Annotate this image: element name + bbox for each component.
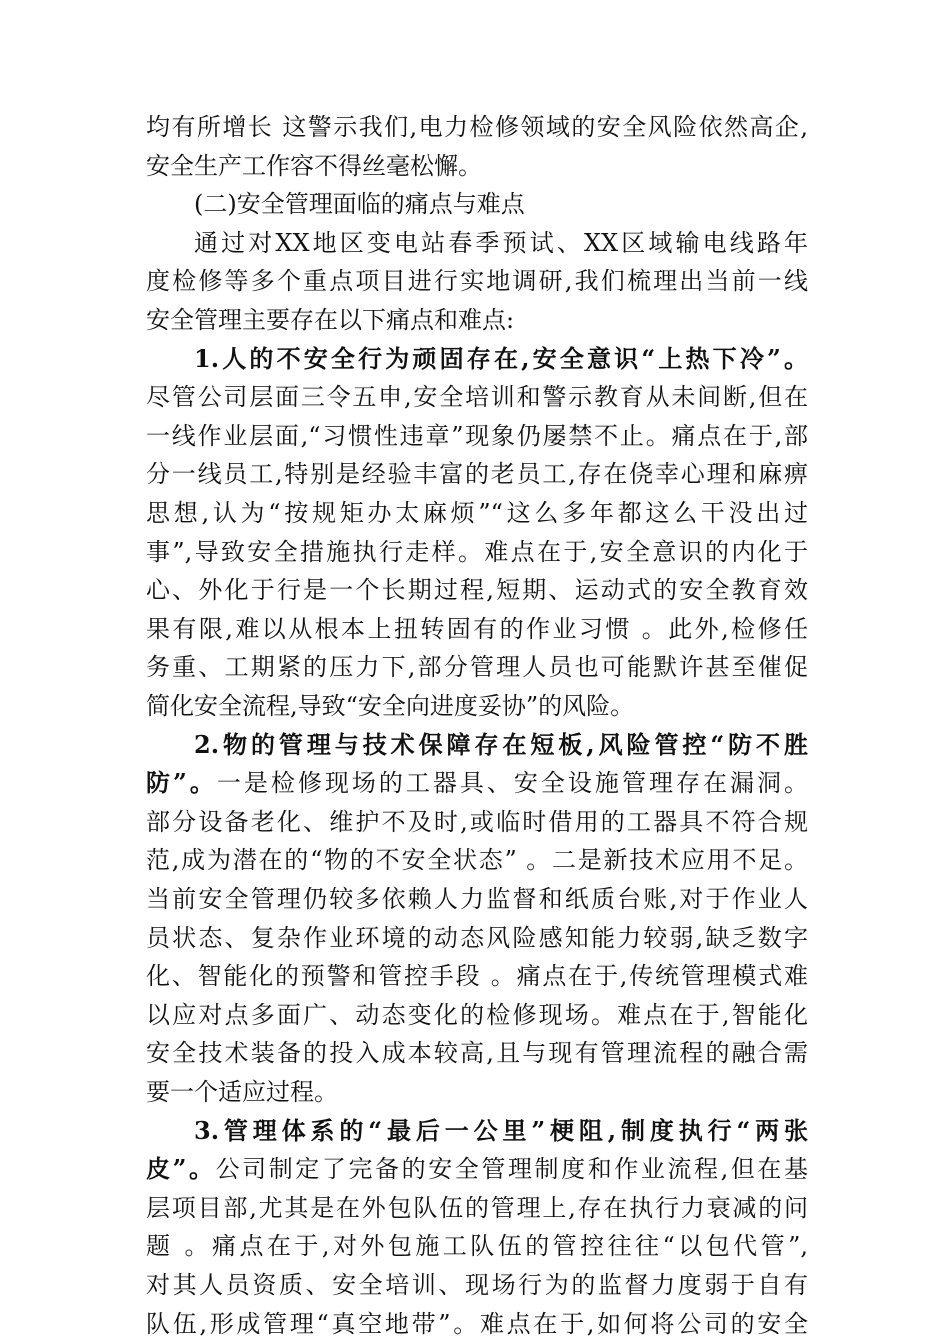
body-text-line: 范,成为潜在的“物的不安全状态” 。二是新技术应用不足。 (146, 846, 808, 875)
body-text-line: 要一个适应过程。 (146, 1078, 338, 1106)
point-3-title: 3.管理体系的“最后一公里”梗阻,制度执行“两张 (194, 1115, 808, 1145)
body-text-line: 均有所增长 这警示我们,电力检修领域的安全风险依然高企, (146, 113, 808, 141)
body-text-line: 对其人员资质、安全培训、现场行为的监督力度弱于自有 (146, 1271, 808, 1299)
body-text-line: 尽管公司层面三令五申,安全培训和警示教育从未间断,但在 (146, 383, 808, 412)
point-2-title-end: 防”。 (146, 768, 217, 798)
point-3-title-end: 皮”。 (146, 1154, 216, 1184)
point-2-first-sentence: 一是检修现场的工器具、安全设施管理存在漏洞。 (216, 769, 808, 798)
body-text-line: 心、外化于行是一个长期过程,短期、运动式的安全教育效 (146, 576, 808, 605)
body-text-line: 员状态、复杂作业环境的动态风险感知能力较弱,缺乏数字 (146, 923, 808, 952)
section-heading: (二)安全管理面临的痛点与难点 (194, 190, 525, 219)
body-text-line: 化、智能化的预警和管控手段 。痛点在于,传统管理模式难 (146, 962, 808, 991)
point-2-title: 2.物的管理与技术保障存在短板,风险管控“防不胜 (194, 729, 808, 759)
body-text-line (146, 764, 808, 802)
body-text-line: 度检修等多个重点项目进行实地调研,我们梳理出当前一线 (146, 267, 808, 296)
body-text-line: 思想,认为“按规矩办太麻烦”“这么多年都这么干没出过 (146, 499, 808, 527)
body-text-line (146, 1150, 808, 1188)
body-text-line: 安全管理主要存在以下痛点和难点: (146, 306, 515, 334)
body-text-line: 层项目部,尤其是在外包队伍的管理上,存在执行力衰减的问 (146, 1193, 808, 1222)
point-1-title: 1.人的不安全行为顽固存在,安全意识“上热下冷”。 (194, 343, 808, 373)
body-text-line: 当前安全管理仍较多依赖人力监督和纸质台账,对于作业人 (146, 885, 808, 913)
body-text-line: 安全生产工作容不得丝毫松懈。 (146, 151, 482, 180)
body-text-line: 事”,导致安全措施执行走样。难点在于,安全意识的内化于 (146, 537, 808, 566)
body-text-line: 通过对XX地区变电站春季预试、XX区域输电线路年 (194, 228, 808, 257)
body-text-line: 简化安全流程,导致“安全向进度妥协”的风险。 (146, 692, 635, 720)
body-text-line: 部分设备老化、维护不及时,或临时借用的工器具不符合规 (146, 807, 808, 836)
body-text-line: 务重、工期紧的压力下,部分管理人员也可能默许甚至催促 (146, 653, 808, 682)
point-3-first-sentence: 公司制定了完备的安全管理制度和作业流程,但在基 (215, 1155, 808, 1184)
body-text-line: 题 。痛点在于,对外包施工队伍的管控往往“以包代管”, (146, 1232, 808, 1261)
body-text-line: 队伍,形成管理“真空地带”。难点在于,如何将公司的安全 (146, 1309, 808, 1338)
body-text-line: 果有限,难以从根本上扭转固有的作业习惯 。此外,检修任 (146, 614, 808, 643)
body-text-line: 安全技术装备的投入成本较高,且与现有管理流程的融合需 (146, 1039, 808, 1068)
body-text-line: 以应对点多面广、动态变化的检修现场。难点在于,智能化 (146, 1000, 808, 1029)
body-text-line: 一线作业层面,“习惯性违章”现象仍屡禁不止。痛点在于,部 (146, 421, 808, 450)
body-text-line: 分一线员工,特别是经验丰富的老员工,存在侥幸心理和麻痹 (146, 460, 808, 489)
